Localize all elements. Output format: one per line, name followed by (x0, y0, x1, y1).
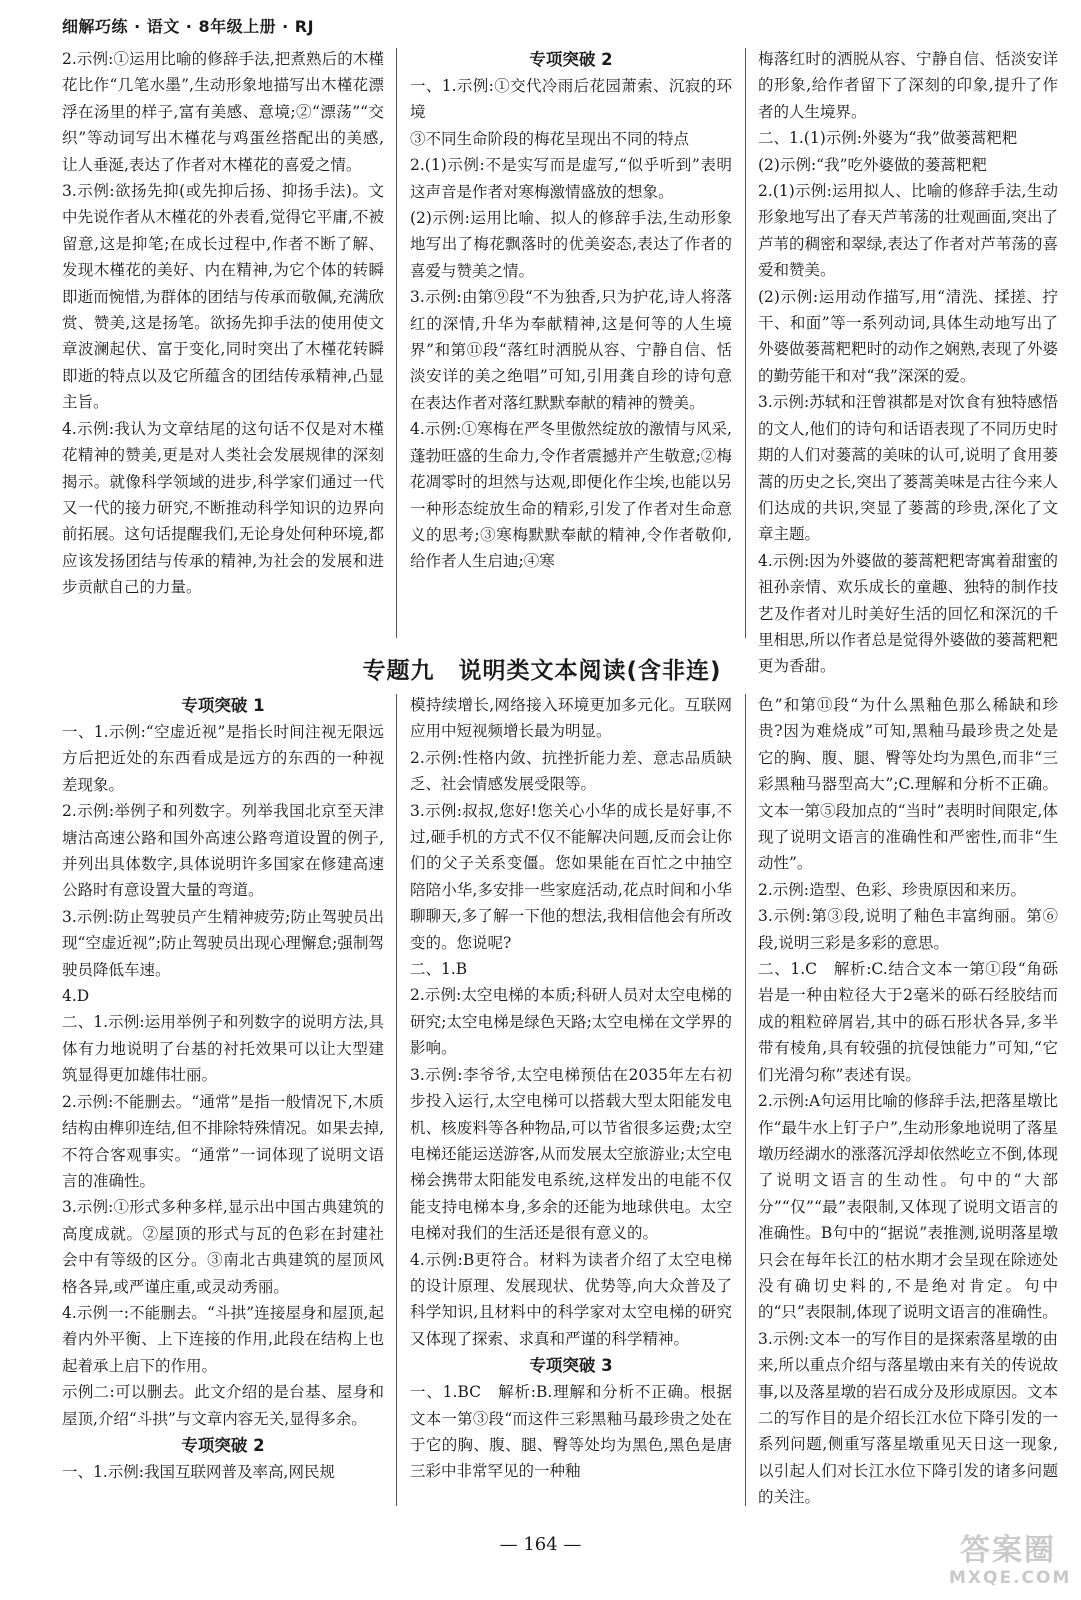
answer-paragraph: 3.示例:苏轼和汪曾祺都是对饮食有独特感悟的文人,他们的诗句和话语表现了不同历史时期的人们对蒌蒿的美味的认可,说明了食用蒌蒿的历史之长,突出了蒌蒿美味是古往今来人们达成的共识,突显了蒌蒿的珍贵,深化了文章主题。 (758, 393, 1058, 544)
column-divider (396, 694, 397, 1506)
answer-paragraph: ③不同生命阶段的梅花呈现出不同的特点 (410, 129, 690, 148)
answer-paragraph: 3.示例:由第⑨段“不为独香,只为护花,诗人将落红的深情,升华为奉献精神,这是何等的人生境界”和第⑪段“落红时洒脱从容、宁静自信、恬淡安详的美之绝唱”可知,引用龚自珍的诗句意在表达作者对落红默默奉献的精神的赞美。 (410, 288, 732, 412)
answer-paragraph: 2.示例:①运用比喻的修辞手法,把煮熟后的木槿花比作“几笔水墨”,生动形象地描写出木槿花漂浮在汤里的样子,富有美感、意境;②“漂荡”“交织”等动词写出木槿花与鸡蛋丝搭配出的美感,让人垂涎,表达了作者对木槿花的喜爱之情。 (62, 50, 384, 174)
watermark-text: 答案圈 (960, 1533, 1056, 1568)
answer-paragraph: 梅落红时的洒脱从容、宁静自信、恬淡安详的形象,给作者留下了深刻的印象,提升了作者的人生境界。 (758, 50, 1058, 121)
answer-paragraph: 一、1.示例:我国互联网普及率高,网民规 (62, 1462, 335, 1481)
answer-paragraph: 二、1.B (410, 960, 468, 979)
column-divider (745, 48, 746, 638)
answer-paragraph: 4.示例:B更符合。材料为读者介绍了太空电梯的设计原理、发展现状、优势等,向大众普及了科学知识,且材料中的科学家对太空电梯的研究又体现了探索、求真和严谨的科学精神。 (410, 1250, 732, 1348)
answer-paragraph: 模持续增长,网络接入环境更加多元化。互联网应用中短视频增长最为明显。 (410, 696, 732, 741)
answer-paragraph: 二、1.(1)示例:外婆为“我”做蒌蒿粑粑 (758, 129, 1018, 148)
answer-paragraph: 二、1.示例:运用举例子和列数字的说明方法,具体有力地说明了台基的衬托效果可以让大型建筑显得更加雄伟壮丽。 (62, 1013, 384, 1085)
section-title: 专项突破 2 (529, 50, 613, 69)
column-divider (745, 694, 746, 1506)
answer-paragraph: 2.示例:太空电梯的本质;科研人员对太空电梯的研究;太空电梯是绿色天路;太空电梯在文学界的影响。 (410, 986, 732, 1058)
top-column-3 (758, 46, 1058, 680)
watermark-url: MXQE.COM (949, 1568, 1072, 1588)
bottom-column-3 (758, 692, 1058, 1511)
answer-paragraph: 3.示例:文本一的写作目的是探索落星墩的由来,所以重点介绍与落星墩由来有关的传说故事,以及落星墩的岩石成分及形成原因。文本二的写作目的是介绍长江水位下降引发的一系列问题,侧重写落星墩重见天日这一现象,以引起人们对长江水位下降引发的诸多问题的关注。 (758, 1329, 1058, 1507)
section-title: 专项突破 1 (181, 696, 265, 715)
top-column-1 (62, 46, 384, 601)
answer-paragraph: 2.(1)示例:运用拟人、比喻的修辞手法,生动形象地写出了春天芦苇荡的壮观画面,突出了芦苇的稠密和翠绿,表达了作者对芦苇荡的喜爱和赞美。 (758, 182, 1058, 280)
answer-paragraph: 二、1.C 解析:C.结合文本一第①段“角砾岩是一种由粒径大于2毫米的砾石经胶结而成的粗粒碎屑岩,其中的砾石形状各异,多半带有棱角,具有较强的抗侵蚀能力”可知,“它们光滑匀称”表述有误。 (758, 960, 1058, 1084)
answer-paragraph: 一、1.BC 解析:B.理解和分析不正确。根据文本一第③段“而这件三彩黑釉马最珍贵之处在于它的胸、腹、腿、臀等处均为黑色,黑色是唐三彩中非常罕见的一种釉 (410, 1383, 732, 1481)
page-header: 细解巧练 · 语文 · 8年级上册 · RJ (62, 17, 315, 36)
bottom-column-1 (62, 692, 384, 1485)
answer-paragraph: 一、1.示例:①交代冷雨后花园萧索、沉寂的环境 (410, 77, 732, 122)
answer-paragraph: 3.示例:欲扬先抑(或先抑后扬、抑扬手法)。文中先说作者从木槿花的外表看,觉得它平庸,不被留意,这是抑笔;在成长过程中,作者不断了解、发现木槿花的美好、内在精神,为它个体的转瞬即逝而惋惜,为群体的团结与传承而敬佩,充满欣赏、赞美,这是扬笔。欲扬先抑手法的使用使文章波澜起伏、富于变化,同时突出了木槿花转瞬即逝的特点以及它所蕴含的团结传承精神,凸显主旨。 (62, 182, 384, 412)
answer-paragraph: 4.示例:①寒梅在严冬里傲然绽放的激情与风采,蓬勃旺盛的生命力,令作者震撼并产生敬意;②梅花凋零时的坦然与达观,即便化作尘埃,也能以另一种形态绽放生命的精彩,引发了作者对生命意义的思考;③寒梅默默奉献的精神,令作者敬仰,给作者人生启迪;④寒 (410, 420, 732, 571)
bottom-column-2 (410, 692, 732, 1485)
page-number: — 164 — (499, 1534, 582, 1555)
answer-paragraph: 示例二:可以删去。此文介绍的是台基、屋身和屋顶,介绍“斗拱”与文章内容无关,显得多余。 (62, 1383, 384, 1428)
answer-paragraph: 3.示例:①形式多种多样,显示出中国古典建筑的高度成就。②屋顶的形式与瓦的色彩在封建社会中有等级的区分。③南北古典建筑的屋顶风格各异,或严谨庄重,或灵动秀丽。 (62, 1198, 384, 1296)
answer-paragraph: (2)示例:运用比喻、拟人的修辞手法,生动形象地写出了梅花飘落时的优美姿态,表达了作者的喜爱与赞美之情。 (410, 209, 732, 280)
column-divider (396, 48, 397, 638)
answer-paragraph: 4.示例:因为外婆做的蒌蒿粑粑寄寓着甜蜜的祖孙亲情、欢乐成长的童趣、独特的制作技艺及作者对儿时美好生活的回忆和深沉的千里相思,所以作者总是觉得外婆做的蒌蒿粑粑更为香甜。 (758, 551, 1058, 676)
answer-paragraph: 2.示例:举例子和列数字。列举我国北京至天津塘沽高速公路和国外高速公路弯道设置的例子,并列出具体数字,具体说明许多国家在修建高速公路时有意设置大量的弯道。 (62, 802, 384, 900)
answer-paragraph: 4.示例:我认为文章结尾的这句话不仅是对木槿花精神的赞美,更是对人类社会发展规律的深刻揭示。就像科学领域的进步,科学家们通过一代又一代的接力研究,不断推动科学知识的边界向前拓展。这句话提醒我们,无论身处何种环境,都应该发扬团结与传承的精神,为社会的发展和进步贡献自己的力量。 (62, 419, 384, 597)
answer-paragraph: (2)示例:运用动作描写,用“清洗、揉搓、拧干、和面”等一系列动词,具体生动地写出了外婆做蒌蒿粑粑时的动作之娴熟,表现了外婆的勤劳能干和对“我”深深的爱。 (758, 287, 1058, 385)
answer-paragraph: 3.示例:李爷爷,太空电梯预估在2035年左右初步投入运行,太空电梯可以搭载大型太阳能发电机、核废料等各种物品,可以节省很多运费;太空电梯还能运送游客,从而发展太空旅游业;太空电梯会携带太阳能发电系统,这样发出的电能不仅能支持电梯本身,多余的还能为地球供电。太空电梯对我们的生活还是很有意义的。 (410, 1065, 732, 1243)
answer-paragraph: 色”和第⑪段“为什么黑釉色那么稀缺和珍贵?因为难烧成”可知,黑釉马最珍贵之处是它的胸、腹、腿、臀等处均为黑色,而非“三彩黑釉马器型高大”;C.理解和分析不正确。文本一第⑤段加点的“当时”表明时间限定,体现了说明文语言的准确性和严密性,而非“生动性”。 (758, 696, 1058, 873)
answer-paragraph: 4.D (62, 987, 90, 1006)
section-title: 专项突破 2 (181, 1435, 265, 1455)
answer-paragraph: 3.示例:第③段,说明了釉色丰富绚丽。第⑥段,说明三彩是多彩的意思。 (758, 907, 1058, 952)
chapter-banner: 专题九 说明类文本阅读(含非连) (362, 658, 722, 684)
answer-paragraph: 2.示例:A句运用比喻的修辞手法,把落星墩比作“最牛水上钉子户”,生动形象地说明了落星墩历经湖水的涨落沉浮却依然屹立不倒,体现了说明文语言的生动性。句中的“大部分”“仅”“最”表限制,又体现了说明文语言的准确性。B句中的“据说”表推测,说明落星墩只会在每年长江的枯水期才会呈现在除迹处没有确切史料的,不是绝对肯定。句中的“只”表限制,体现了说明文语言的准确性。 (758, 1092, 1058, 1322)
top-column-2 (410, 46, 732, 575)
answer-paragraph: 3.示例:叔叔,您好!您关心小华的成长是好事,不过,砸手机的方式不仅不能解决问题,反而会让你们的父子关系变僵。您如果能在百忙之中抽空陪陪小华,多安排一些家庭活动,花点时间和小华聊聊天,多了解一下他的想法,我相信他会有所改变的。您说呢? (410, 801, 732, 952)
answer-paragraph: 2.示例:不能删去。“通常”是指一般情况下,木质结构由榫卯连结,但不排除特殊情况。如果去掉,不符合客观事实。“通常”一词体现了说明文语言的准确性。 (62, 1092, 384, 1190)
answer-paragraph: 3.示例:防止驾驶员产生精神疲劳;防止驾驶员出现“空虚近视”;防止驾驶员出现心理懈怠;强制驾驶员降低车速。 (62, 907, 384, 979)
answer-paragraph: (2)示例:“我”吃外婆做的蒌蒿粑粑 (758, 155, 988, 174)
answer-paragraph: 4.示例一:不能删去。“斗拱”连接屋身和屋顶,起着内外平衡、上下连接的作用,此段在结构上也起着承上启下的作用。 (62, 1303, 384, 1375)
answer-paragraph: 2.示例:性格内敛、抗挫折能力差、意志品质缺乏、社会情感发展受限等。 (410, 748, 732, 794)
watermark-logo (949, 1533, 1072, 1594)
section-title: 专项突破 3 (529, 1356, 613, 1376)
answer-paragraph: 2.示例:造型、色彩、珍贵原因和来历。 (758, 880, 1027, 899)
answer-paragraph: 一、1.示例:“空虚近视”是指长时间注视无限远方后把近处的东西看成是远方的东西的一种视差现象。 (62, 723, 384, 794)
answer-paragraph: 2.(1)示例:不是实写而是虚写,“似乎听到”表明这声音是作者对寒梅激情盛放的想象。 (410, 156, 732, 201)
